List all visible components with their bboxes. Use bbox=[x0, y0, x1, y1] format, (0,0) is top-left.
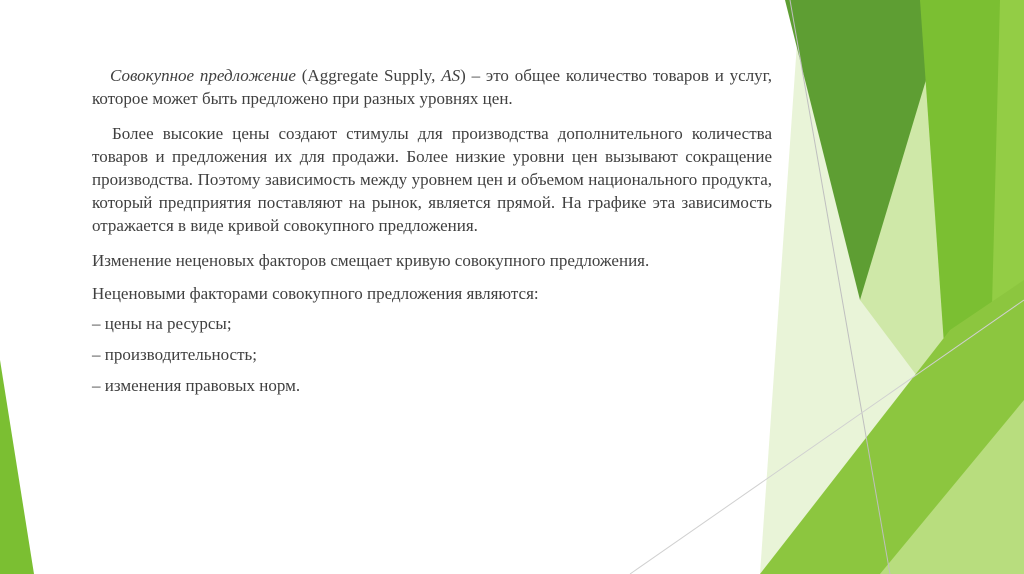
definition-rest: ) – это общее количество товаров и услуг, которое может быть предложено при разных уровнях цен. bbox=[92, 66, 772, 108]
list-item: – производительность; bbox=[92, 345, 258, 364]
list-item: – изменения правовых норм. bbox=[92, 376, 301, 395]
definition-abbr: AS bbox=[441, 66, 461, 85]
factors-list bbox=[92, 312, 772, 397]
price-effect-paragraph: Более высокие цены создают стимулы для производства дополнительного количества товаров и предложения их для продажи. Более низкие уровни цен вызывают сокращение производства. Поэтому зависимость между уровнем цен и объемом национального продукта, который предприятия поставляют на рынок, является прямой. На графике эта зависимость отражается в виде кривой совокупного предложения. bbox=[92, 124, 772, 235]
left-green-shape bbox=[0, 360, 34, 574]
definition-term: Совокупное предложение bbox=[110, 66, 296, 85]
factors-heading: Неценовыми факторами совокупного предложения являются: bbox=[92, 284, 539, 303]
slide-body bbox=[92, 64, 772, 405]
definition-open: (Aggregate Supply, bbox=[295, 66, 442, 85]
definition-paragraph bbox=[92, 64, 772, 110]
shift-paragraph: Изменение неценовых факторов смещает кривую совокупного предложения. bbox=[92, 251, 650, 270]
list-item: – цены на ресурсы; bbox=[92, 314, 232, 333]
